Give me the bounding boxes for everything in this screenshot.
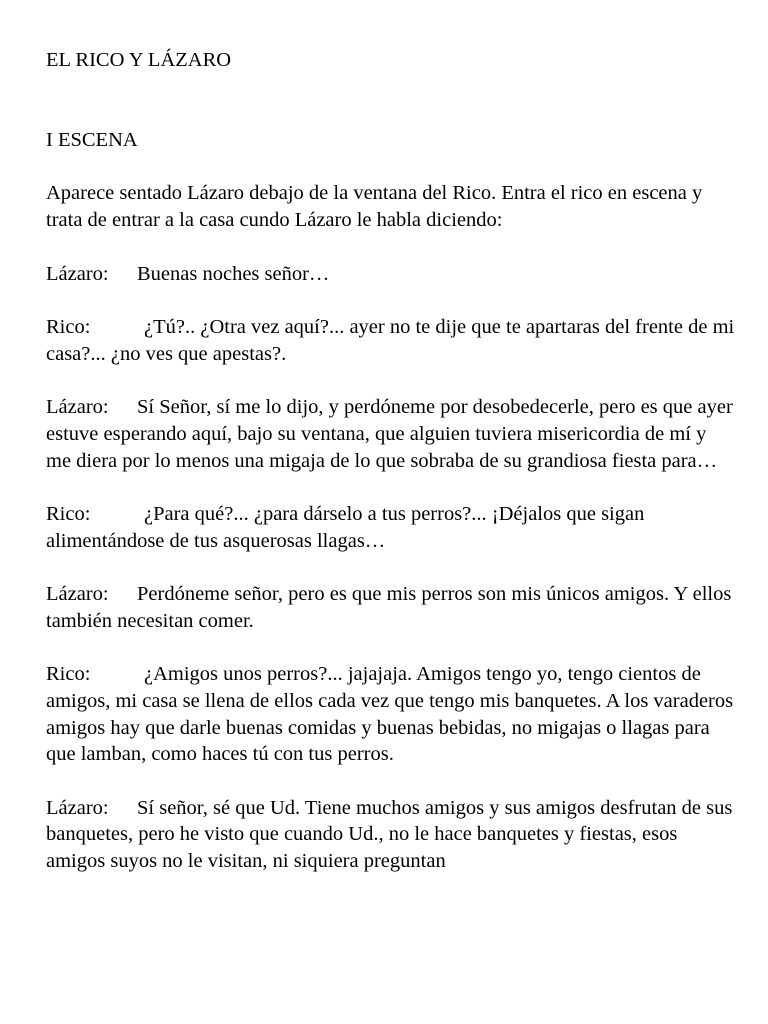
dialogue-text: ¿Amigos unos perros?... jajajaja. Amigos tengo yo, tengo cientos de amigos, mi casa se llena de ellos cada vez que tengo mis banquetes. A los varaderos amigos hay que darle buenas comidas y buenas bebidas, no migajas o llagas para que lamban, como haces tú con tus perros. [46,663,734,766]
dialogue-line [46,261,736,288]
speaker-name: Lázaro: [46,583,109,606]
dialogue-line [46,661,736,768]
speaker-name: Rico: [46,316,91,339]
stage-direction: Aparece sentado Lázaro debajo de la ventana del Rico. Entra el rico en escena y trata de entrar a la casa cundo Lázaro le habla diciendo: [46,182,703,232]
dialogue-line [46,581,736,634]
speaker-name: Rico: [46,663,91,686]
scene-heading: I ESCENA [46,128,138,151]
dialogue-text: Perdóneme señor, pero es que mis perros son mis únicos amigos. Y ellos también necesitan comer. [46,583,732,632]
dialogue-text: Buenas noches señor… [137,262,330,285]
dialogue-text: Sí Señor, sí me lo dijo, y perdóneme por desobedecerle, pero es que ayer estuve esperando aquí, bajo su ventana, que alguien tuviera misericordia de mí y me diera por lo menos una migaja de lo que sobraba de su grandiosa fiesta para… [46,396,733,472]
document-title: EL RICO Y LÁZARO [46,49,232,71]
dialogue-line [46,314,736,367]
dialogue-line [46,501,736,554]
dialogue-line [46,394,736,474]
document-page [46,47,736,902]
dialogue-line [46,795,736,875]
dialogue-text: ¿Para qué?... ¿para dárselo a tus perros?... ¡Déjalos que sigan alimentándose de tus asquerosas llagas… [46,503,645,552]
dialogue-text: Sí señor, sé que Ud. Tiene muchos amigos y sus amigos desfrutan de sus banquetes, pero he visto que cuando Ud., no le hace banquetes y fiestas, esos amigos suyos no le visitan, ni siquiera preguntan [46,796,733,873]
dialogue-text: ¿Tú?.. ¿Otra vez aquí?... ayer no te dije que te apartaras del frente de mi casa?... ¿no ves que apestas?. [46,316,735,365]
speaker-name: Rico: [46,503,91,526]
speaker-name: Lázaro: [46,396,109,419]
speaker-name: Lázaro: [46,262,109,285]
speaker-name: Lázaro: [46,796,109,819]
